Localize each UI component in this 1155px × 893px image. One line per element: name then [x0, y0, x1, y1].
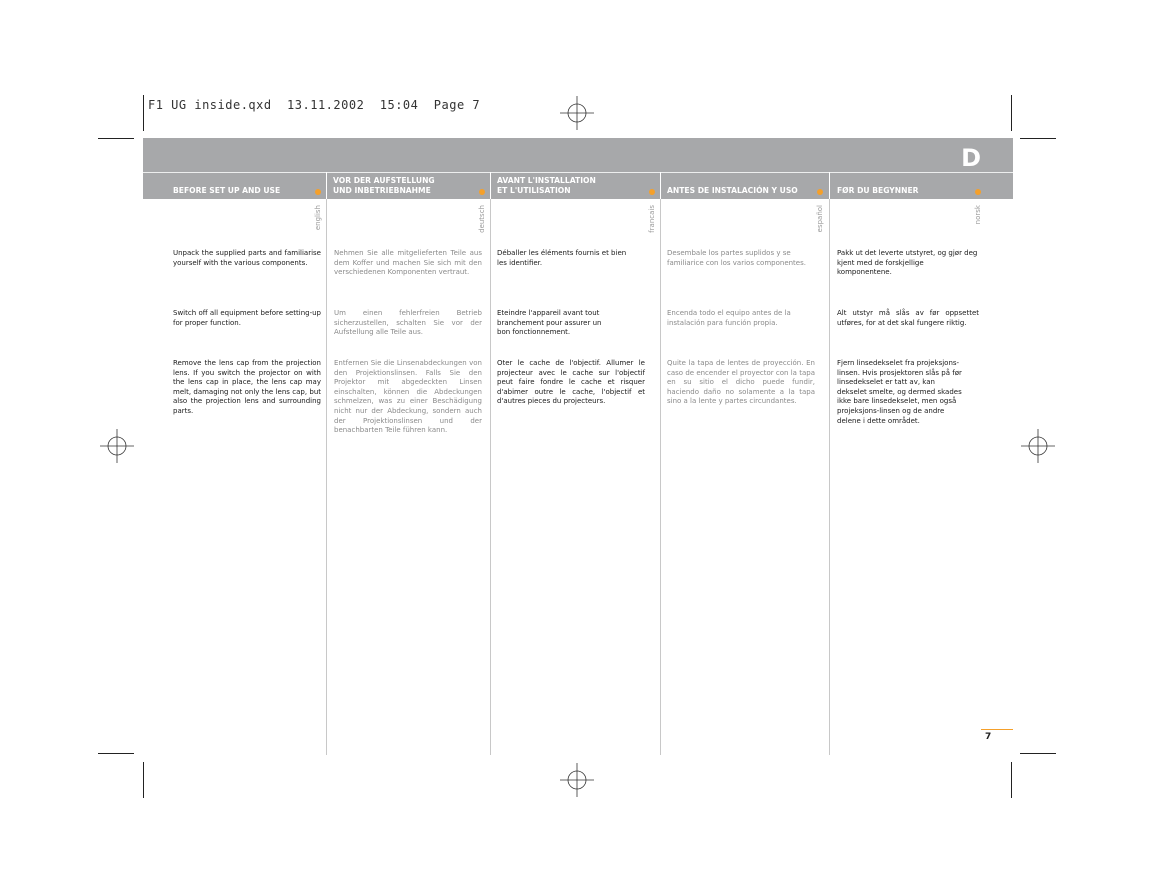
header-column-divider: [326, 172, 327, 199]
section-letter: D: [961, 144, 981, 172]
crop-mark: [1020, 753, 1056, 754]
paragraph-lens-cap: Oter le cache de l'objectif. Allumer le projecteur avec le cache sur l'objectif peut faire fondre le cache et risquer d'abimer outre le cache, l'objectif et d'autres pieces du projecteurs.: [497, 359, 645, 406]
column-divider: [829, 199, 830, 755]
column-divider: [326, 199, 327, 755]
language-label: deutsch: [478, 205, 486, 233]
paragraph-switch-off: Switch off all equipment before setting-up for proper function.: [173, 309, 321, 327]
heading-line: [173, 176, 280, 186]
header-column-divider: [660, 172, 661, 199]
paragraph-lens-cap: Quite la tapa de lentes de proyección. En caso de encender el proyector con la tapa en su sitio el dicho puede fundir, haciendo daño no solamente a la tapa sino a la lente y partes circundantes.: [667, 359, 815, 406]
crop-mark: [143, 762, 144, 798]
crop-mark: [143, 95, 144, 131]
heading-line: AVANT L'INSTALLATION: [497, 176, 596, 185]
bullet-dot-icon: [479, 189, 485, 195]
paragraph-switch-off: Alt utstyr må slås av før oppsettet utføres, for at det skal fungere riktig.: [837, 309, 979, 327]
registration-mark-icon: [100, 429, 134, 463]
column-heading-espanol: [667, 176, 798, 196]
crop-mark: [1020, 138, 1056, 139]
header-column-divider: [829, 172, 830, 199]
paragraph-switch-off: Eteindre l'appareil avant tout branchement pour assurer un bon fonctionnement.: [497, 309, 602, 337]
column-divider: [490, 199, 491, 755]
bullet-dot-icon: [649, 189, 655, 195]
heading-line: BEFORE SET UP AND USE: [173, 186, 281, 195]
heading-line: ANTES DE INSTALACIÓN Y USO: [667, 186, 798, 195]
heading-line: FØR DU BEGYNNER: [837, 186, 919, 195]
paragraph-unpack: Desembale los partes suplidos y se familiarice con los varios componentes.: [667, 249, 806, 267]
column-heading-francais: [497, 176, 596, 196]
registration-mark-icon: [560, 96, 594, 130]
crop-mark: [98, 753, 134, 754]
heading-line: VOR DER AUFSTELLUNG: [333, 176, 435, 185]
paragraph-unpack: Déballer les éléments fournis et bien les identifier.: [497, 249, 627, 267]
page-number-rule: [981, 729, 1013, 730]
bullet-dot-icon: [817, 189, 823, 195]
crop-mark: [1011, 762, 1012, 798]
paragraph-unpack: Nehmen Sie alle mitgelieferten Teile aus dem Koffer und machen Sie sich mit den verschiedenen Komponenten vertraut.: [334, 249, 482, 277]
slug-line: F1 UG inside.qxd 13.11.2002 15:04 Page 7: [148, 98, 481, 112]
language-label: norsk: [974, 205, 982, 225]
page-number: 7: [985, 732, 992, 742]
paragraph-switch-off: Um einen fehlerfreien Betrieb sicherzustellen, schalten Sie vor der Aufstellung alle Teile aus.: [334, 309, 482, 337]
column-heading-norsk: [837, 176, 919, 196]
bullet-dot-icon: [975, 189, 981, 195]
crop-mark: [1011, 95, 1012, 131]
paragraph-switch-off: Encenda todo el equipo antes de la instalación para función propia.: [667, 309, 791, 327]
registration-mark-icon: [560, 763, 594, 797]
paragraph-lens-cap: Remove the lens cap from the projection lens. If you switch the projector on with the lens cap in place, the lens cap may melt, damaging not only the lens cap, but also the projection lens and surrounding parts.: [173, 359, 321, 415]
column-heading-deutsch: [333, 176, 435, 196]
paragraph-lens-cap: Entfernen Sie die Linsenabdeckungen von den Projektionslinsen. Falls Sie den Projektor mit abgedeckten Linsen einschalten, können die Abdeckungen schmelzen, was zu einer Beschädigung nicht nur der Abdeckung, sondern auch der Projektionslinsen und der benachbarten Teile führen kann.: [334, 359, 482, 435]
paragraph-lens-cap: Fjern linsedekselet fra projeksjons-linsen. Hvis prosjektoren slås på før linsedekselet er tatt av, kan dekselet smelte, og dermed skades ikke bare linsedekselet, men også projeksjons-linsen og de andre delene i dette området.: [837, 359, 962, 425]
paragraph-unpack: Unpack the supplied parts and familiarise yourself with the various components.: [173, 249, 321, 267]
header-divider: [143, 172, 1013, 173]
paragraph-unpack: Pakk ut det leverte utstyret, og gjør deg kjent med de forskjellige komponentene.: [837, 249, 978, 277]
registration-mark-icon: [1021, 429, 1055, 463]
language-label: español: [816, 205, 824, 233]
heading-line: [837, 176, 919, 186]
bullet-dot-icon: [315, 189, 321, 195]
crop-mark: [98, 138, 134, 139]
column-heading-english: [173, 176, 280, 196]
column-divider: [660, 199, 661, 755]
language-label: francais: [648, 205, 656, 233]
heading-line: [667, 176, 798, 186]
heading-line: ET L'UTILISATION: [497, 186, 571, 195]
heading-line: UND INBETRIEBNAHME: [333, 186, 431, 195]
language-label: english: [314, 205, 322, 231]
header-column-divider: [490, 172, 491, 199]
